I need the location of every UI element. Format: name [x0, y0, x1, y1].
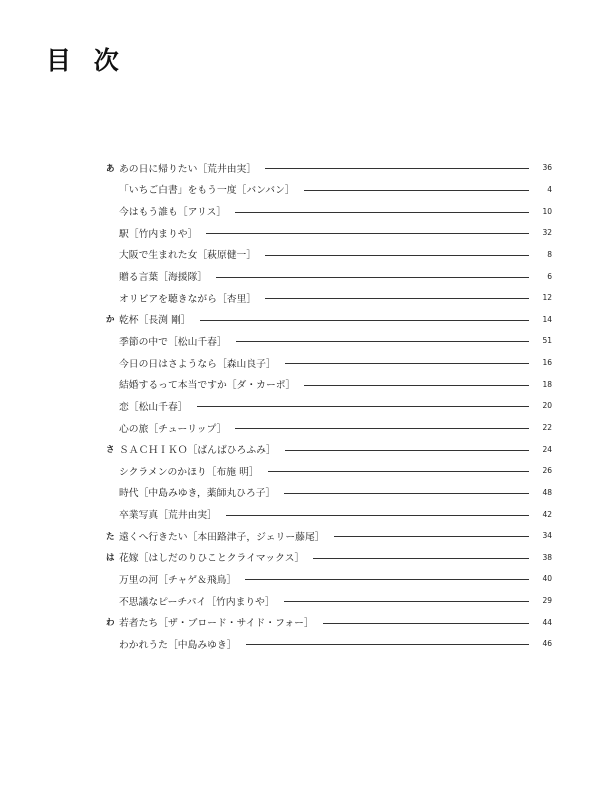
toc-row	[106, 395, 552, 417]
leader-line	[265, 298, 529, 299]
toc-row	[106, 503, 552, 525]
toc-row	[106, 157, 552, 179]
page-number: 14	[542, 314, 552, 324]
page-number: 20	[542, 401, 552, 411]
toc-row	[106, 200, 552, 222]
leader-line	[304, 190, 529, 191]
song-title: ＳＡＣＨＩＫＯ［ばんばひろふみ］	[119, 445, 276, 457]
song-title: 心の旅［チューリップ］	[119, 423, 227, 435]
leader-line	[216, 277, 529, 278]
page-number: 16	[542, 358, 552, 368]
page-number: 6	[547, 271, 552, 281]
toc-row	[106, 352, 552, 374]
leader-line	[226, 515, 529, 516]
toc-row	[106, 568, 552, 590]
leader-line	[265, 168, 529, 169]
song-title: わかれうた［中島みゆき］	[119, 639, 237, 651]
song-title: 贈る言葉［海援隊］	[119, 272, 208, 284]
song-title: 万里の河［チャゲ＆飛鳥］	[119, 574, 237, 586]
page-number: 44	[542, 617, 552, 627]
page-number: 8	[547, 249, 552, 259]
kana-index: さ	[106, 445, 115, 456]
page-title: 目 次	[46, 46, 126, 75]
toc-row	[106, 265, 552, 287]
toc-row	[106, 330, 552, 352]
page-number: 38	[542, 552, 552, 562]
page-number: 4	[547, 184, 552, 194]
leader-line	[236, 341, 529, 342]
page-number: 24	[542, 444, 552, 454]
toc-row	[106, 633, 552, 655]
leader-line	[265, 255, 529, 256]
song-title: 今はもう誰も［アリス］	[119, 207, 227, 219]
page-number: 42	[542, 509, 552, 519]
song-title: 遠くへ行きたい［本田路津子，ジェリー藤尾］	[119, 531, 325, 543]
page-number: 48	[542, 487, 552, 497]
song-title: 「いちご白書」をもう一度［バンバン］	[119, 185, 295, 197]
leader-line	[313, 558, 529, 559]
leader-line	[246, 644, 529, 645]
leader-line	[235, 212, 529, 213]
song-title: 大阪で生まれた女［萩原健一］	[119, 250, 257, 262]
toc-row	[106, 525, 552, 547]
toc-row	[106, 417, 552, 439]
song-title: 駅［竹内まりや］	[119, 228, 198, 240]
song-title: 花嫁［はしだのりひことクライマックス］	[119, 553, 305, 565]
kana-index: か	[106, 315, 115, 326]
page-number: 36	[542, 163, 552, 173]
toc-row	[106, 287, 552, 309]
song-title: 不思議なピーチパイ［竹内まりや］	[119, 596, 275, 608]
toc-row	[106, 373, 552, 395]
page-number: 29	[542, 596, 552, 606]
song-title: 結婚するって本当ですか［ダ・カーポ］	[119, 380, 296, 392]
leader-line	[285, 450, 529, 451]
page-number: 18	[542, 379, 552, 389]
kana-index: は	[106, 553, 115, 564]
toc-row	[106, 590, 552, 612]
leader-line	[245, 579, 529, 580]
kana-index: わ	[106, 618, 115, 629]
leader-line	[200, 320, 529, 321]
page-number: 26	[542, 466, 552, 476]
page-number: 40	[542, 574, 552, 584]
page-number: 34	[542, 531, 552, 541]
toc-row	[106, 611, 552, 633]
leader-line	[304, 385, 529, 386]
leader-line	[235, 428, 529, 429]
leader-line	[197, 406, 529, 407]
kana-index: た	[106, 531, 115, 542]
song-title: 若者たち［ザ・ブロード・サイド・フォー］	[119, 618, 314, 630]
leader-line	[284, 493, 529, 494]
page-number: 46	[542, 639, 552, 649]
toc-row	[106, 244, 552, 266]
leader-line	[334, 536, 529, 537]
song-title: 時代［中島みゆき，薬師丸ひろ子］	[119, 488, 276, 500]
leader-line	[285, 363, 529, 364]
toc-row	[106, 547, 552, 569]
page-number: 22	[542, 423, 552, 432]
toc-row	[106, 482, 552, 504]
leader-line	[323, 623, 529, 624]
leader-line	[206, 233, 529, 234]
toc-row	[106, 460, 552, 482]
toc-row	[106, 179, 552, 201]
toc-row	[106, 308, 552, 330]
leader-line	[284, 601, 529, 602]
song-title: オリビアを聴きながら［杏里］	[119, 293, 257, 305]
song-title: シクラメンのかほり［布施 明］	[119, 466, 259, 478]
song-title: 季節の中で［松山千春］	[119, 336, 227, 348]
song-title: あの日に帰りたい［荒井由実］	[119, 163, 257, 175]
song-title: 乾杯［長渕 剛］	[119, 315, 191, 327]
song-title: 恋［松山千春］	[119, 401, 188, 413]
page-number: 10	[542, 206, 552, 216]
toc-row	[106, 438, 552, 460]
page-number: 12	[542, 293, 552, 303]
song-title: 今日の日はさようなら［森山良子］	[119, 358, 276, 370]
page-number: 51	[542, 336, 552, 346]
kana-index: あ	[106, 163, 115, 174]
toc-row	[106, 222, 552, 244]
table-of-contents	[106, 157, 552, 655]
song-title: 卒業写真［荒井由実］	[119, 510, 217, 522]
page-number: 32	[542, 228, 552, 238]
leader-line	[268, 471, 529, 472]
